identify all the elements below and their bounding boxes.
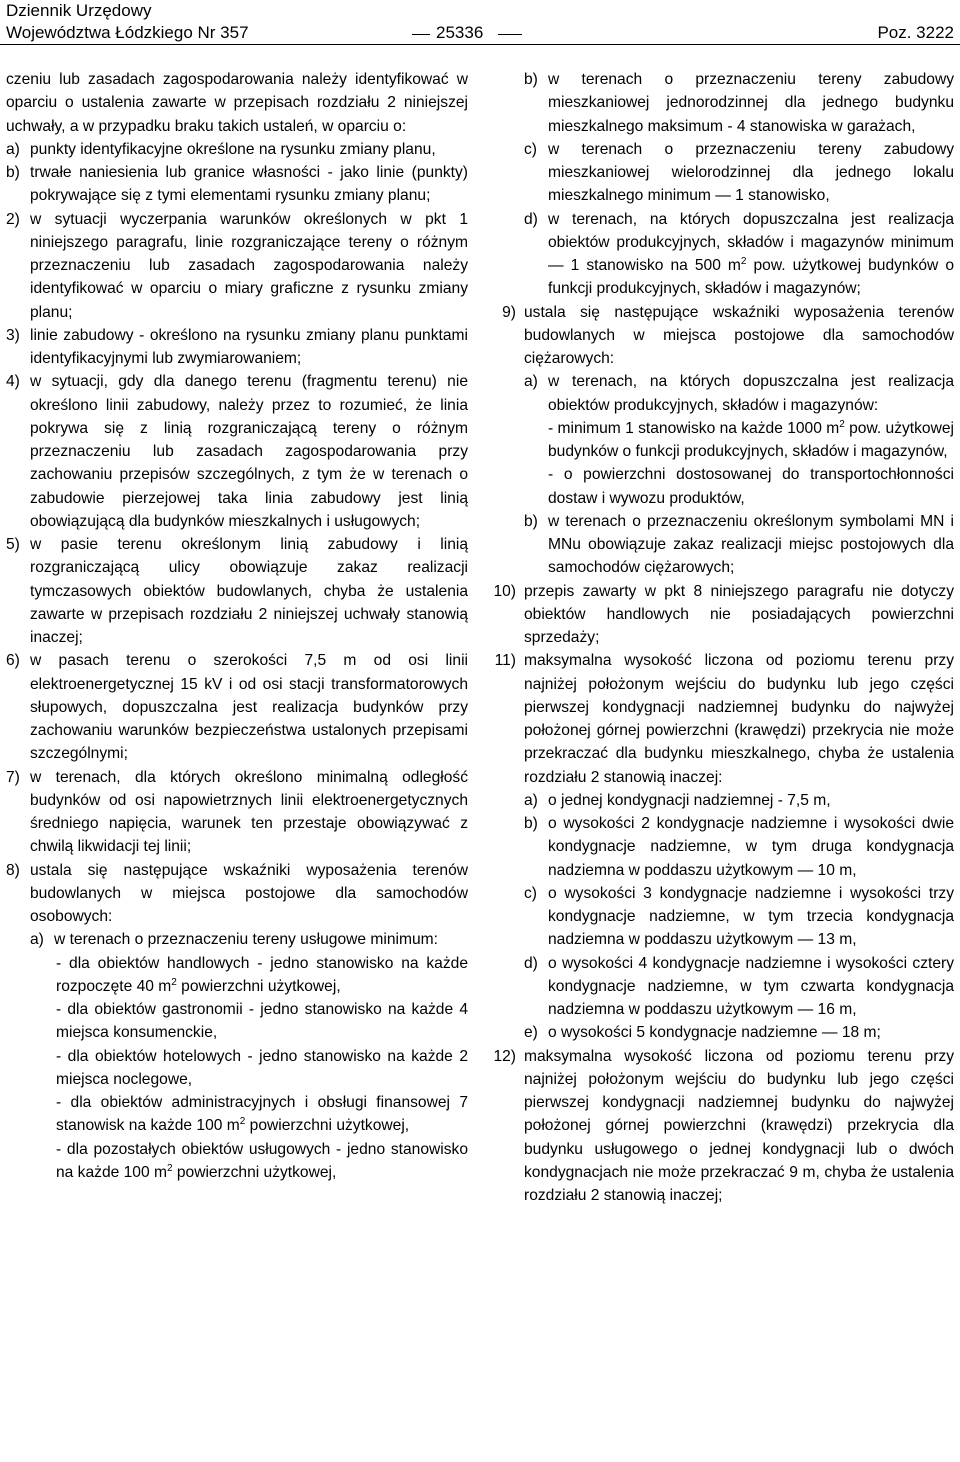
item-label: b) [524, 815, 538, 832]
dash-item: - dla obiektów handlowych - jedno stanowisko na każde rozpoczęte 40 $m^2$ powierzchni użytkowej, [56, 954, 468, 995]
list-item [6, 370, 468, 533]
dash-item: - minimum 1 stanowisko na każde 1000 $m^2$ pow. użytkowej budynków o funkcji produkcyjnych, składów i magazynów, [548, 418, 954, 460]
item-label: 5) [6, 536, 20, 553]
dash-item: - dla pozostałych obiektów usługowych - jedno stanowisko na każde 100 $m^2$ powierzchni użytkowej, [56, 1140, 468, 1181]
intro-paragraph: czeniu lub zasadach zagospodarowania należy identyfikować w oparciu o ustalenia zawarte w przepisach rozdziału 2 niniejszej uchwały, a w przypadku braku takich ustaleń, w oparciu o: [6, 71, 468, 135]
item-text: w pasie terenu określonym linią zabudowy i linią rozgraniczającą ulicy obowiązuje zakaz realizacji tymczasowych obiektów budowlanych, chyba że ustalenia zawarte w przepisach rozdziału 2 niniejszej uchwały stanowią inaczej; [30, 536, 468, 646]
list-item [490, 1045, 954, 1208]
list-item [490, 301, 954, 371]
item-label: 4) [6, 373, 20, 391]
item-label: a) [6, 140, 20, 158]
item-label: c) [524, 884, 537, 902]
list-item [6, 533, 468, 649]
item-label: a) [524, 373, 538, 391]
item-label: 7) [6, 768, 20, 786]
item-label: 2) [6, 210, 20, 228]
list-item [490, 649, 954, 789]
right-column [490, 68, 954, 1207]
item-text: ustala się następujące wskaźniki wyposażenia terenów budowlanych w miejsca postojowe dla samochodów ciężarowych: [524, 303, 954, 367]
item-text: w terenach o przeznaczeniu określonym symbolami MN i MNu obowiązuje zakaz realizacji miejsc postojowych dla samochodów ciężarowych; [548, 512, 954, 577]
item-label: b) [524, 512, 538, 530]
list-item [490, 138, 954, 208]
item-text: w sytuacji, gdy dla danego terenu (fragmentu terenu) nie określono linii zabudowy, należy przez to rozumieć, że linia pokrywa się z linią rozgraniczającą tereny o różnym przeznaczeniu lub zasadach zagospodarowania przy zachowaniu przepisów szczególnych, z tym że w terenach o zabudowie pierzejowej taka linia zabudowy jest linią obowiązującą dla budynków mieszkalnych i usługowych; [30, 373, 468, 530]
left-column [6, 68, 468, 1184]
item-label: a) [524, 791, 538, 809]
item-text: maksymalna wysokość liczona od poziomu terenu przy najniżej położonym wejściu do budynku lub jego części pierwszej kondygnacji nadziemnej budynku do najwyżej położonej górnej powierzchni (krawędzi) przekrycia dla budynku usługowego o jednej kondygnacji lub o dwóch kondygnacjach nie może przekraczać 9 m, chyba że ustalenia rozdziału 2 stanowią inaczej; [524, 1047, 954, 1204]
dash-list [490, 417, 954, 510]
list-item [6, 324, 468, 371]
dash-list [6, 952, 468, 1185]
list-item [490, 208, 954, 301]
list-item [490, 952, 954, 1022]
item-text: o wysokości 5 kondygnacje nadziemne — 18 m; [548, 1024, 881, 1042]
list-item [490, 812, 954, 882]
page-number-rule-left [412, 34, 430, 35]
list-item [6, 859, 468, 929]
dash-item: - o powierzchni dostosowanej do transportochłonności dostaw i wywozu produktów, [548, 466, 954, 507]
dash-item: - dla obiektów administracyjnych i obsługi finansowej 7 stanowisk na każde 100 $m^2$ powierzchni użytkowej, [56, 1094, 468, 1135]
list-item [6, 208, 468, 324]
item-text: punkty identyfikacyjne określone na rysunku zmiany planu, [30, 140, 436, 158]
item-label: b) [524, 71, 538, 88]
item-text: w sytuacji wyczerpania warunków określonych w pkt 1 niniejszego paragrafu, linie rozgraniczające tereny o różnym przeznaczeniu lub zasadach zagospodarowania należy identyfikować w oparciu o miary graficzne z rysunku zmiany planu; [30, 210, 468, 321]
item-label: 6) [6, 652, 20, 670]
list-item [6, 649, 468, 765]
item-text: w pasach terenu o szerokości 7,5 m od osi linii elektroenergetycznej 15 kV i od osi stacji transformatorowych słupowych, dopuszczalna jest realizacja budynków przy zachowaniu warunków bezpieczeństwa ustalonych przepisami szczególnymi; [30, 652, 468, 763]
header-divider [0, 44, 960, 45]
item-text: w terenach o przeznaczeniu tereny usługowe minimum: [54, 931, 438, 949]
list-item [490, 1021, 954, 1044]
list-item [6, 928, 468, 951]
journal-issue: Województwa Łódzkiego Nr 357 [6, 23, 249, 42]
page-header [0, 0, 960, 44]
dash-item: - dla obiektów hotelowych - jedno stanowisko na każde 2 miejsca noclegowe, [56, 1047, 468, 1088]
list-item [6, 766, 468, 859]
item-label: 3) [6, 326, 20, 344]
item-text: ustala się następujące wskaźniki wyposażenia terenów budowlanych w miejsca postojowe dla samochodów osobowych: [30, 861, 468, 925]
list-item [490, 789, 954, 812]
item-text: o wysokości 3 kondygnacje nadziemne i wysokości trzy kondygnacje nadziemne, w tym trzecia kondygnacja nadziemna w poddaszu użytkowym — 13 m, [548, 884, 954, 949]
item-text: maksymalna wysokość liczona od poziomu terenu przy najniżej położonym wejściu do budynku lub jego części pierwszej kondygnacji nadziemnej budynku do najwyżej położonej górnej powierzchni (krawędzi) przekrycia nie może przekraczać dla budynku mieszkalnego, chyba że ustalenia rozdziału 2 stanowią inaczej: [524, 652, 954, 786]
item-text: o jednej kondygnacji nadziemnej - 7,5 m, [548, 791, 831, 809]
list-item [490, 510, 954, 580]
journal-title: Dziennik Urzędowy [6, 1, 152, 20]
list-item [6, 138, 468, 161]
item-label: 11) [494, 652, 516, 670]
item-text: w terenach o przeznaczeniu tereny zabudowy mieszkaniowej jednorodzinnej dla jednego budynku mieszkalnego maksimum - 4 stanowiska w garażach, [548, 71, 954, 135]
item-label: 8) [6, 861, 20, 879]
item-label: 9) [502, 303, 516, 321]
item-text: w terenach, dla których określono minimalną odległość budynków od osi napowietrznych linii elektroenergetycznych średniego napięcia, warunek ten przestaje obowiązywać z chwilą likwidacji tej linii; [30, 768, 468, 856]
list-item [490, 580, 954, 650]
item-text: w terenach, na których dopuszczalna jest realizacja obiektów produkcyjnych, składów i magazynów minimum — 1 stanowisko na 500 $m^2$ pow. użytkowej budynków o funkcji produkcyjnych, składów i magazynów; [548, 210, 955, 298]
item-label: e) [524, 1024, 538, 1042]
position-number: Poz. 3222 [877, 23, 954, 42]
item-text: w terenach, na których dopuszczalna jest realizacja obiektów produkcyjnych, składów i magazynów: [548, 373, 954, 414]
list-item [490, 882, 954, 952]
item-label: c) [524, 140, 537, 158]
item-text: o wysokości 2 kondygnacje nadziemne i wysokości dwie kondygnacje nadziemne, w tym druga kondygnacja nadziemna w poddaszu użytkowym — 10 m, [548, 815, 954, 879]
list-item [490, 370, 954, 417]
item-label: b) [6, 164, 20, 181]
list-item [6, 161, 468, 208]
dash-item: - dla obiektów gastronomii - jedno stanowisko na każde 4 miejsca konsumenckie, [56, 1001, 468, 1042]
item-text: linie zabudowy - określono na rysunku zmiany planu punktami identyfikacyjnymi lub zwymiarowaniem; [30, 326, 468, 367]
item-label: d) [524, 210, 538, 228]
item-label: a) [30, 931, 44, 949]
list-item [490, 68, 954, 138]
item-text: w terenach o przeznaczeniu tereny zabudowy mieszkaniowej wielorodzinnej dla jednego lokalu mieszkalnego minimum — 1 stanowisko, [548, 140, 954, 205]
item-label: 12) [493, 1047, 516, 1065]
item-label: 10) [493, 582, 516, 600]
page-number-rule-right [498, 34, 522, 35]
item-text: o wysokości 4 kondygnacje nadziemne i wysokości cztery kondygnacje nadziemne, w tym czwarta kondygnacja nadziemna w poddaszu użytkowym — 16 m, [548, 954, 954, 1018]
item-label: d) [524, 954, 538, 972]
item-text: przepis zawarty w pkt 8 niniejszego paragrafu nie dotyczy obiektów handlowych nie posiadających powierzchni sprzedaży; [524, 582, 954, 646]
item-text: trwałe naniesienia lub granice własności - jako linie (punkty) pokrywające się z tymi elementami rysunku zmiany planu; [30, 164, 468, 205]
page-number: 25336 [436, 23, 484, 42]
